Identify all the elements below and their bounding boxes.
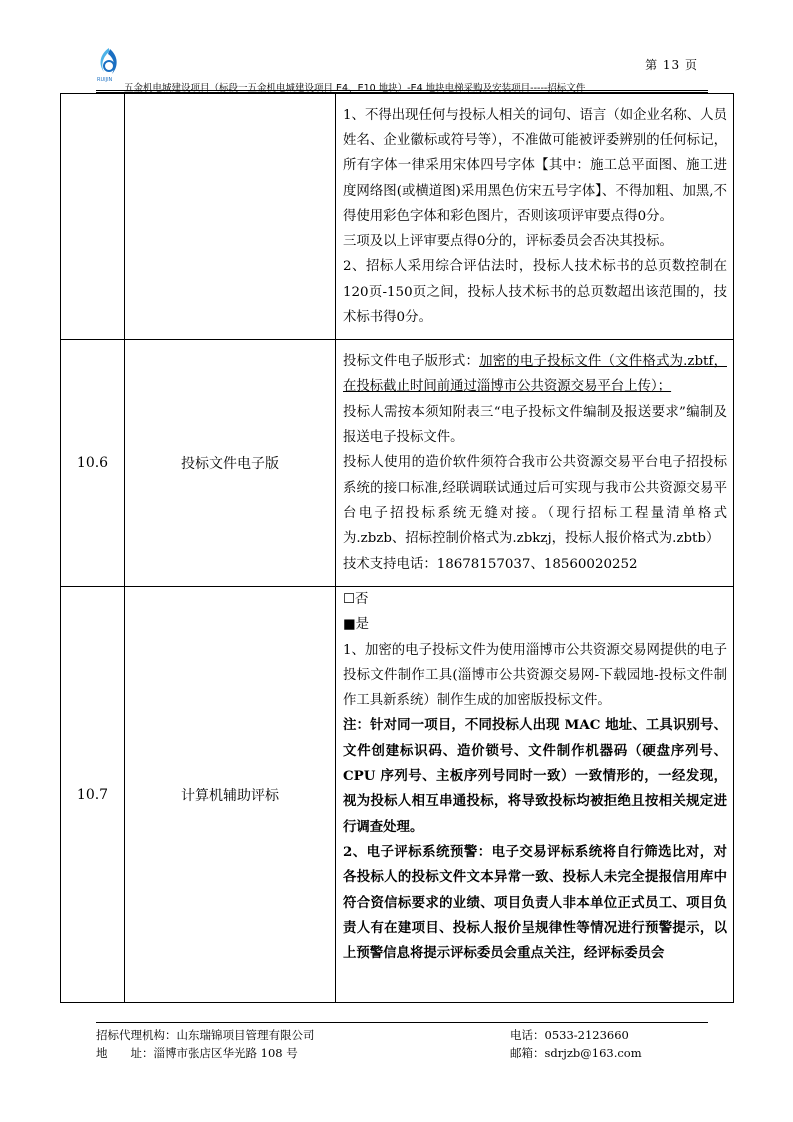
content-line: 2、招标人采用综合评估法时，投标人技术标书的总页数控制在120页-150页之间，投标人技术标书的总页数超出该范围的，技术标书得0分。	[343, 259, 727, 326]
footer-phone-label: 电话：	[510, 1028, 545, 1042]
footer-email-label: 邮箱：	[510, 1046, 545, 1060]
page-header	[96, 42, 708, 92]
footer-agency-label: 招标代理机构：	[96, 1028, 177, 1042]
content-line: 三项及以上评审要点得0分的，评标委员会否决其投标。	[343, 234, 673, 250]
page-number: 第 13 页	[645, 58, 698, 72]
row-number: 10.7	[61, 587, 125, 1003]
row-item	[125, 94, 336, 340]
footer-phone-value: 0533-2123660	[544, 1028, 629, 1042]
row-content	[336, 587, 734, 1003]
footer-agency	[96, 1027, 315, 1043]
footer-address-label: 地 址：	[96, 1046, 154, 1060]
content-line: 1、不得出现任何与投标人相关的词句、语言（如企业名称、人员姓名、企业徽标或符号等），不准做可能被评委辨别的任何标记，所有字体一律采用宋体四号字体【其中：施工总平面图、施工进度网络图(或横道图)采用黑色仿宋五号字体】、不得加粗、加黑,不得使用彩色字体和彩色图片，否则该项评审要点得0分。	[343, 107, 727, 224]
table-row	[61, 94, 734, 340]
content-line: 投标人使用的造价软件须符合我市公共资源交易平台电子招投标系统的接口标准,经联调联试通过后可实现与我市公共资源交易平台电子招投标系统无缝对接。（现行招标工程量清单格式为.zbzb、招标控制价格式为.zbkzj，投标人报价格式为.zbtb）	[343, 455, 727, 547]
content-line: 技术支持电话：18678157037、18560020252	[343, 556, 638, 572]
option-no-checkbox: ☐否	[343, 592, 369, 607]
footer-address-value: 淄博市张店区华光路 108 号	[153, 1046, 298, 1060]
option-yes-checkbox: ■是	[343, 617, 370, 633]
table-row	[61, 340, 734, 587]
row-number	[61, 94, 125, 340]
footer-agency-value: 山东瑞锦项目管理有限公司	[176, 1028, 315, 1042]
underlined-text: 加密的电子投标文件（文件格式为.zbtf，在投标截止时间前通过淄博市公共资源交易平台上传）；	[343, 354, 727, 395]
row-content	[336, 340, 734, 587]
bold-content-line: 2、电子评标系统预警：电子交易评标系统将自行筛选比对，对各投标人的投标文件文本异常一致、投标人未完全提报信用库中符合资信标要求的业绩、项目负责人非本单位正式员工、项目负责人有在建项目、投标人报价呈规律性等情况进行预警提示，以上预警信息将提示评标委员会重点关注，经评标委员会	[343, 843, 727, 962]
footer-divider	[96, 1022, 708, 1023]
content-prefix: 投标文件电子版形式：	[343, 354, 480, 370]
company-logo-icon	[96, 46, 122, 82]
row-content	[336, 94, 734, 340]
bold-note: 注：针对同一项目，不同投标人出现 MAC 地址、工具识别号、文件创建标识码、造价锁号、文件制作机器码（硬盘序列号、CPU 序列号、主板序列号同时一致）一致情形的，一经发现，视为投标人相互串通投标，将导致投标均被拒绝且按相关规定进行调查处理。	[343, 717, 727, 835]
row-item: 计算机辅助评标	[125, 587, 336, 1003]
footer-email	[510, 1045, 642, 1061]
svg-text:RUIJIN: RUIJIN	[97, 77, 113, 82]
content-line: 投标人需按本须知附表三“电子投标文件编制及报送要求”编制及报送电子投标文件。	[343, 404, 727, 446]
row-item: 投标文件电子版	[125, 340, 336, 587]
header-title: 五金机电城建设项目（标段一五金机电城建设项目 E4、E10 地块）-E4 地块电梯采购及安装项目-----招标文件	[124, 83, 586, 94]
content-line	[343, 349, 727, 400]
footer-email-value: sdrjzb@163.com	[544, 1046, 642, 1060]
footer-address	[96, 1045, 298, 1061]
row-number: 10.6	[61, 340, 125, 587]
footer-phone	[510, 1027, 629, 1043]
table-row	[61, 587, 734, 1003]
requirements-table	[60, 93, 734, 1003]
content-line: 1、加密的电子投标文件为使用淄博市公共资源交易网提供的电子投标文件制作工具(淄博市公共资源交易网-下载园地-投标文件制作工具新系统）制作生成的加密版投标文件。	[343, 642, 727, 709]
